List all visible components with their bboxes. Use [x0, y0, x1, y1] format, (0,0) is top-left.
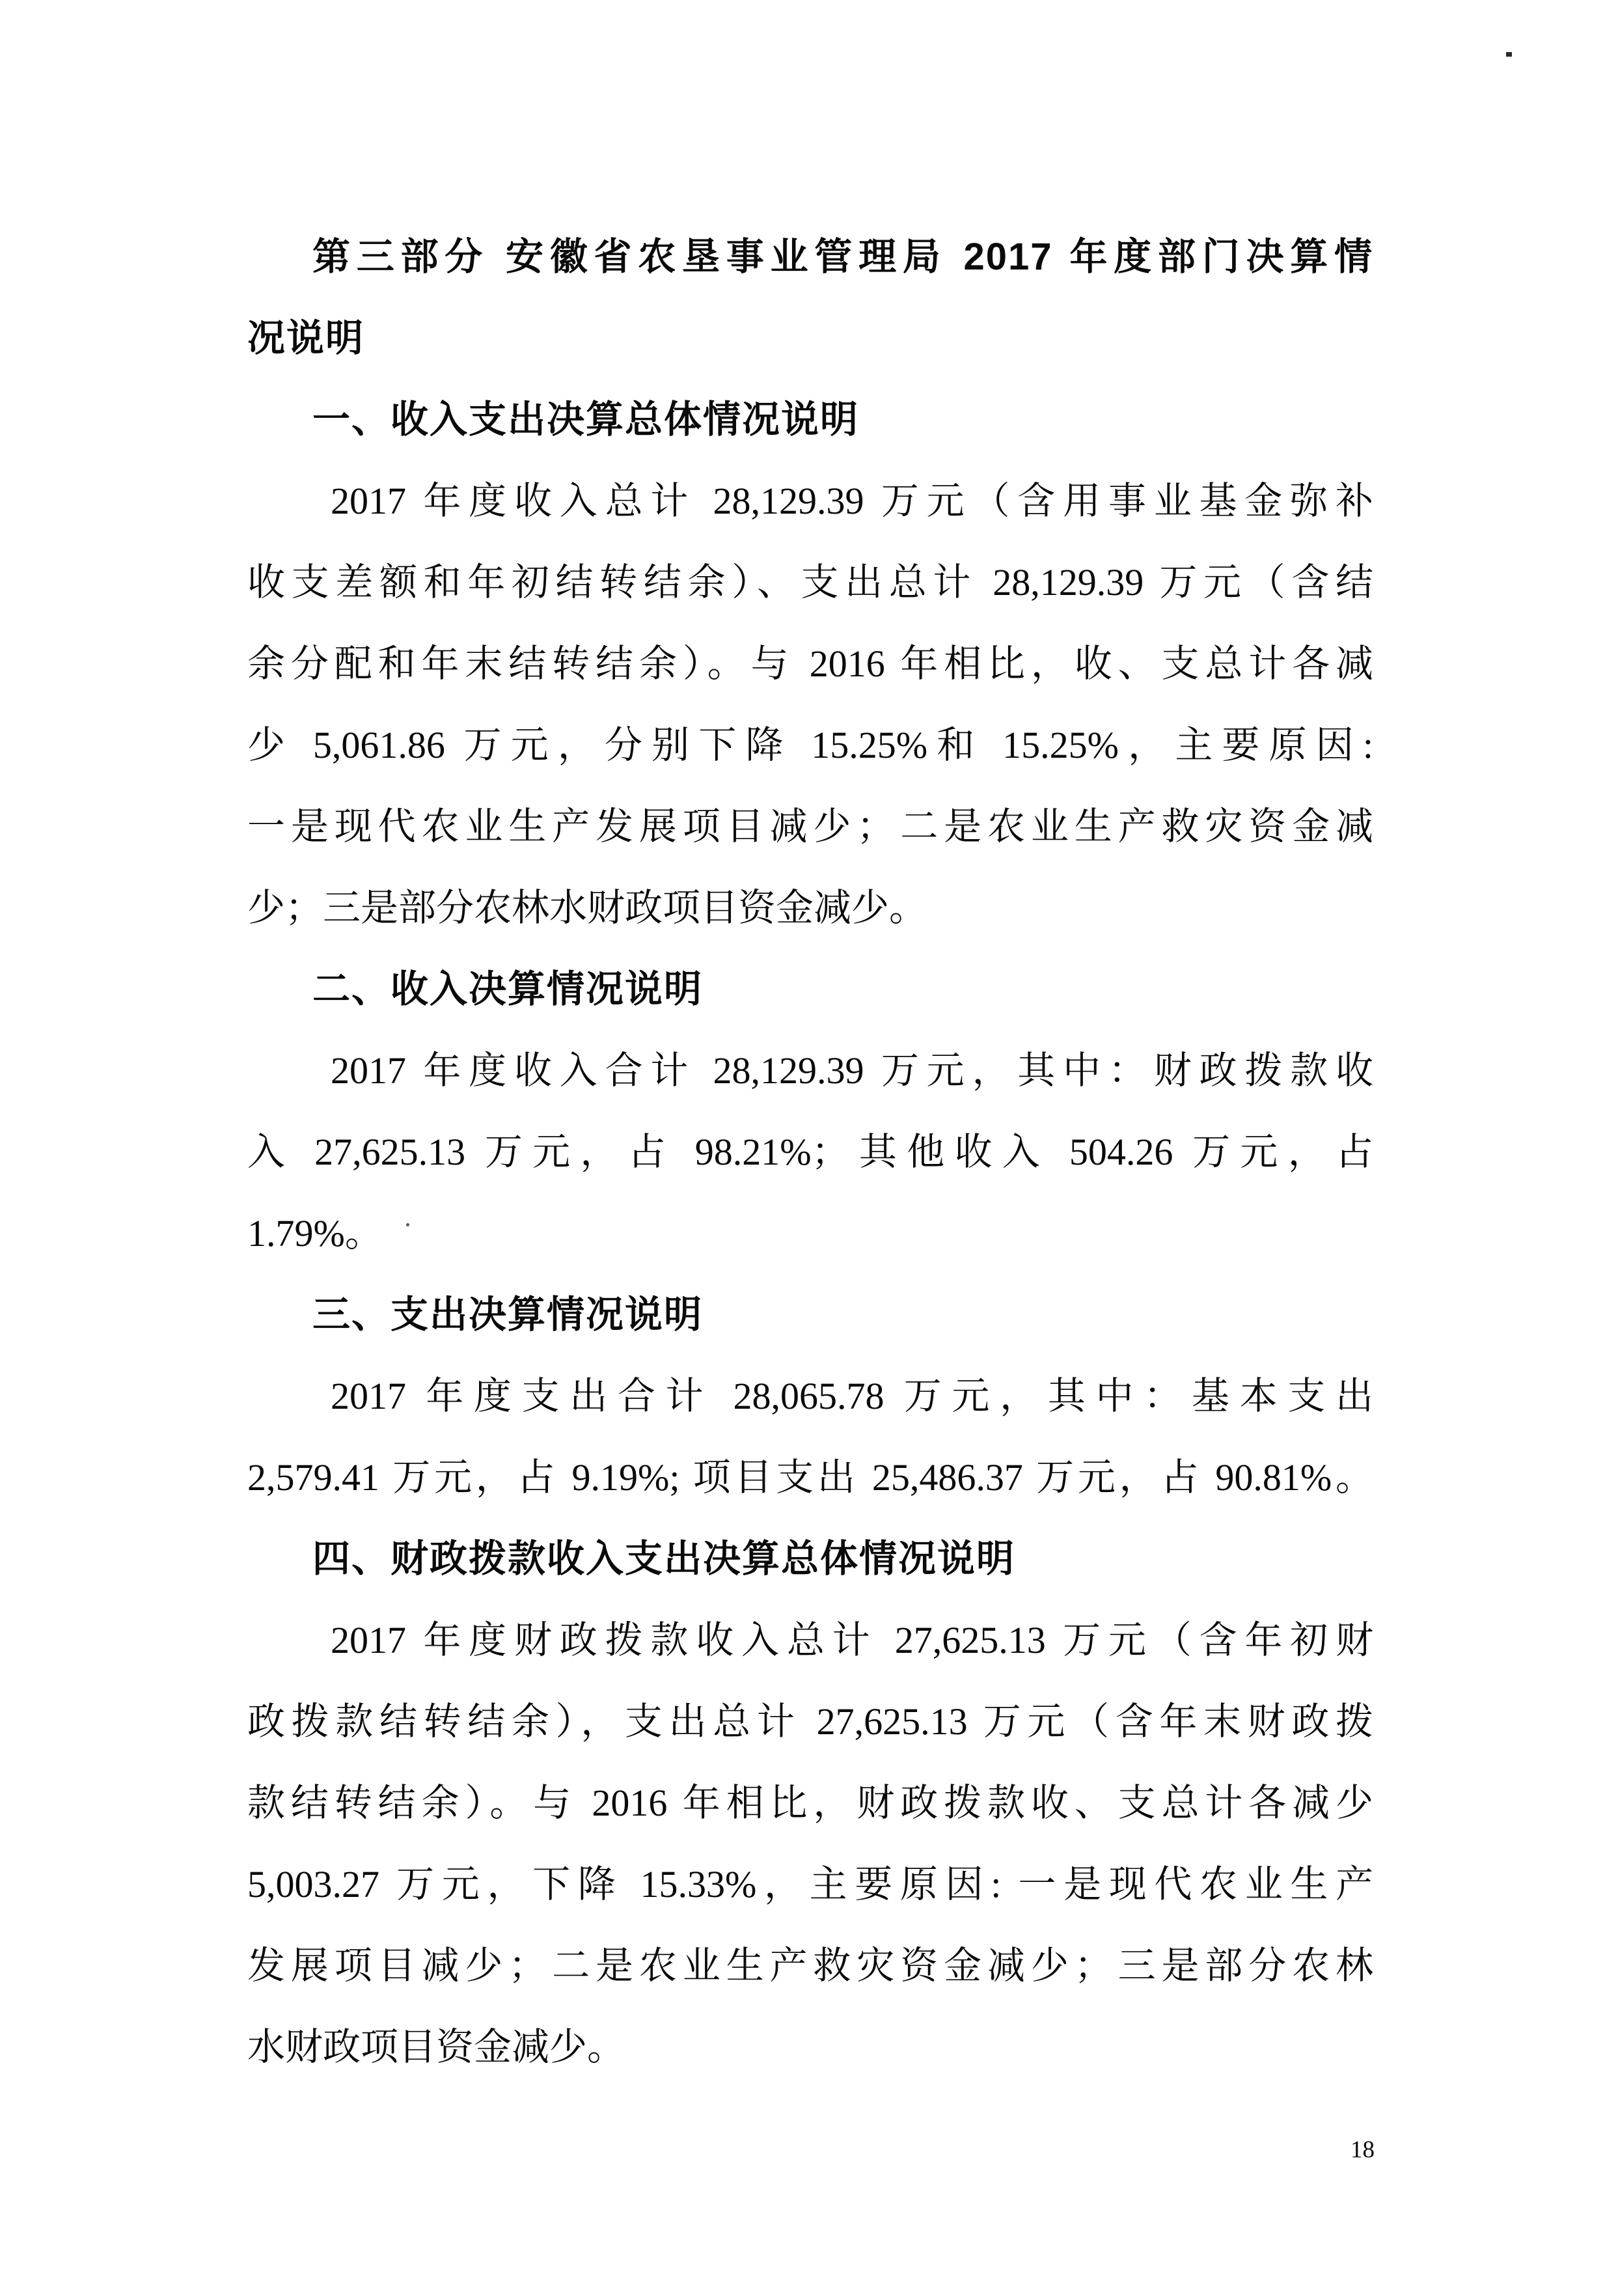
body-text-line: 余分配和年末结转结余）。与 2016 年相比，收、支总计各减	[247, 643, 1373, 685]
part-title-line-2: 况说明	[247, 317, 365, 359]
body-text-line: 少 5,061.86 万元，分别下降 15.25%和 15.25%，主要原因:	[247, 724, 1373, 766]
body-text-line: 款结转结余）。与 2016 年相比，财政拨款收、支总计各减少	[247, 1782, 1373, 1824]
body-text-line: 一是现代农业生产发展项目减少；二是农业生产救灾资金减	[247, 805, 1373, 848]
body-text-line: 水财政项目资金减少。	[247, 2026, 625, 2068]
section-1-heading: 一、收入支出决算总体情况说明	[312, 398, 860, 441]
section-3-heading: 三、支出决算情况说明	[312, 1293, 704, 1336]
body-text-line: 2017 年度收入总计 28,129.39 万元（含用事业基金弥补	[331, 480, 1373, 522]
section-2-heading: 二、收入决算情况说明	[312, 968, 704, 1010]
scan-speck	[1506, 52, 1512, 57]
body-text-line: 2017 年度支出合计 28,065.78 万元，其中：基本支出	[331, 1375, 1373, 1417]
body-text-line: 收支差额和年初结转结余）、支出总计 28,129.39 万元（含结	[247, 561, 1373, 603]
body-text-line: 少；三是部分农林水财政项目资金减少。	[247, 887, 927, 929]
body-text-line: 1.79%。	[247, 1212, 383, 1254]
body-text-line: 政拨款结转结余），支出总计 27,625.13 万元（含年末财政拨	[247, 1700, 1373, 1743]
body-text-line: 2017 年度财政拨款收入总计 27,625.13 万元（含年初财	[331, 1619, 1373, 1661]
section-4-heading: 四、财政拨款收入支出决算总体情况说明	[312, 1538, 1016, 1580]
body-text-line: 2,579.41 万元，占 9.19%; 项目支出 25,486.37 万元，占 90.81%。	[247, 1456, 1373, 1499]
body-text-line: 2017 年度收入合计 28,129.39 万元，其中：财政拨款收	[331, 1049, 1373, 1092]
scan-speck	[406, 1223, 409, 1226]
part-title-line-1: 第三部分 安徽省农垦事业管理局 2017 年度部门决算情	[312, 236, 1373, 278]
body-text-line: 5,003.27 万元，下降 15.33%，主要原因: 一是现代农业生产	[247, 1863, 1373, 1905]
page-number: 18	[1351, 2137, 1375, 2163]
body-text-line: 发展项目减少；二是农业生产救灾资金减少；三是部分农林	[247, 1944, 1373, 1987]
body-text-line: 入 27,625.13 万元，占 98.21%；其他收入 504.26 万元，占	[247, 1131, 1373, 1173]
